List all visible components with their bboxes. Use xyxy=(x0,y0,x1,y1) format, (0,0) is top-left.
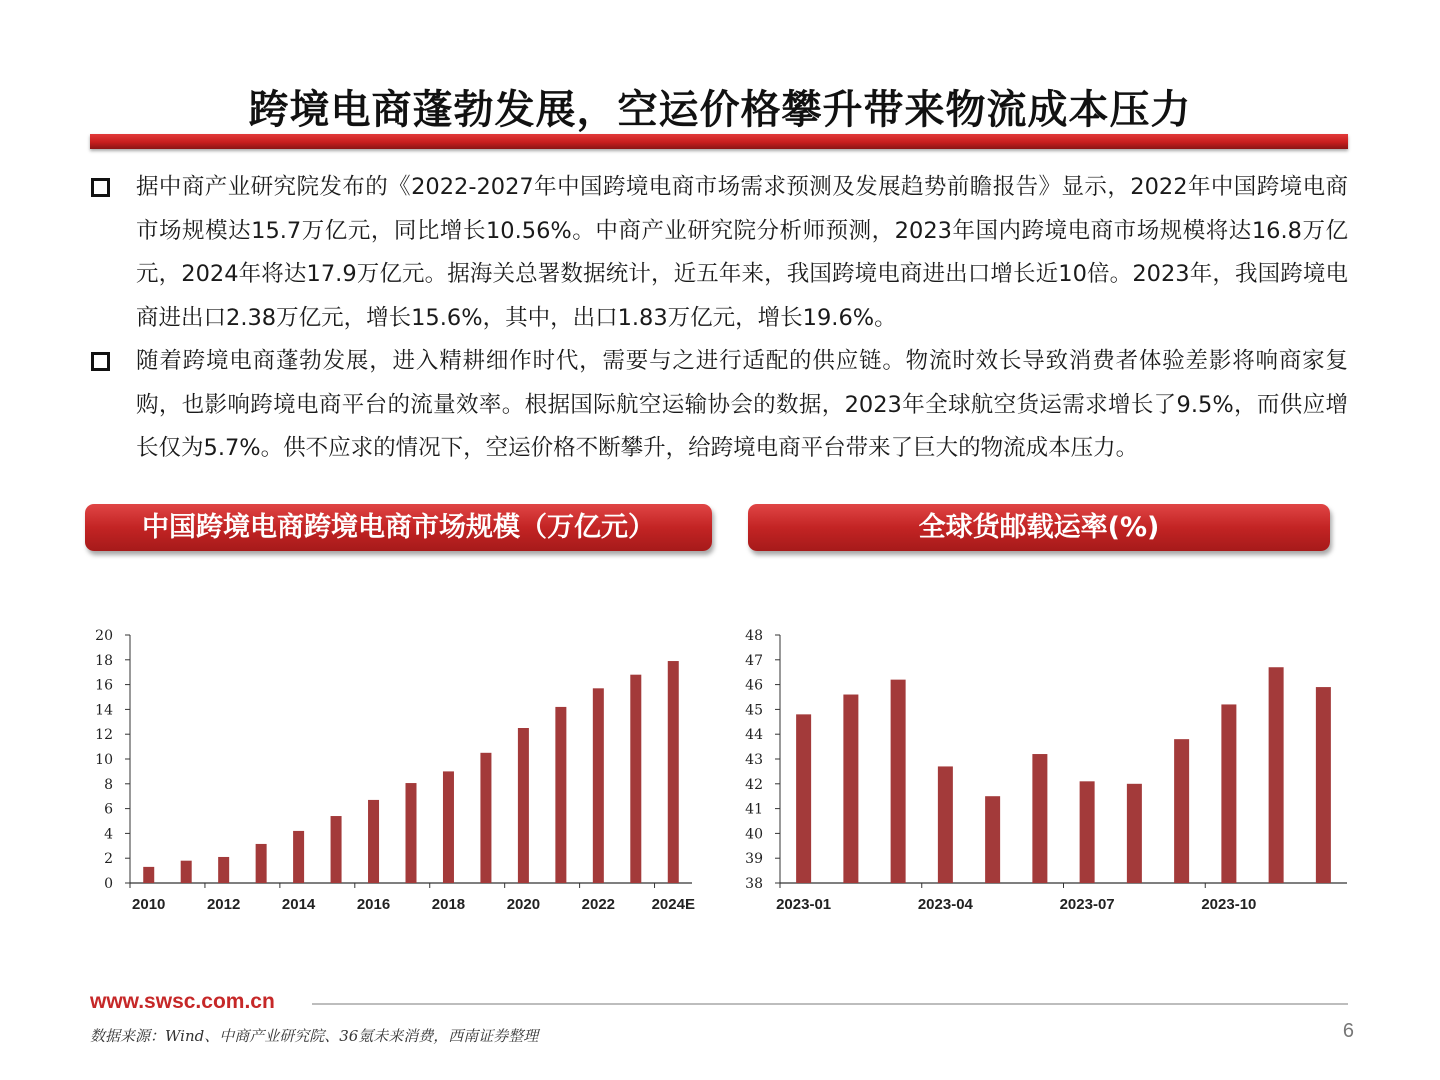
x-tick-label: 2018 xyxy=(431,896,466,913)
y-tick-label: 12 xyxy=(95,727,113,744)
bar-2023-08 xyxy=(1127,784,1142,883)
y-tick-label: 0 xyxy=(104,876,113,892)
bar-2019 xyxy=(480,753,491,883)
y-tick-label: 6 xyxy=(104,801,113,818)
bar-2014 xyxy=(293,831,304,883)
y-tick-label: 16 xyxy=(95,677,113,694)
square-bullet-icon xyxy=(91,352,110,371)
y-tick-label: 43 xyxy=(745,752,763,768)
bar-2018 xyxy=(443,771,454,883)
y-tick-label: 18 xyxy=(95,652,113,669)
bar-2023-09 xyxy=(1174,739,1189,883)
market-size-bar-chart xyxy=(70,615,720,945)
y-tick-label: 38 xyxy=(745,876,763,892)
right-chart-title: 全球货邮载运率(%) xyxy=(748,504,1330,551)
y-tick-label: 47 xyxy=(745,652,763,669)
x-tick-label: 2016 xyxy=(356,896,391,913)
bar-2013 xyxy=(256,844,267,883)
page-number: 6 xyxy=(1342,1020,1354,1042)
title-underline-bar xyxy=(90,134,1348,149)
left-chart-title: 中国跨境电商跨境电商市场规模（万亿元） xyxy=(85,504,712,551)
bar-2016 xyxy=(368,800,379,883)
bar-2023-01 xyxy=(796,714,811,883)
bar-2021 xyxy=(555,707,566,883)
x-tick-label: 2023-04 xyxy=(917,896,973,913)
bar-2010 xyxy=(143,867,154,883)
x-tick-label: 2024E xyxy=(651,896,695,913)
x-tick-label: 2014 xyxy=(281,896,316,913)
y-tick-label: 14 xyxy=(95,702,113,719)
bar-2022 xyxy=(593,688,604,883)
y-tick-label: 42 xyxy=(745,776,763,793)
x-tick-label: 2020 xyxy=(506,896,541,913)
bullet-item xyxy=(88,340,1348,471)
bar-2012 xyxy=(218,857,229,883)
y-tick-label: 41 xyxy=(745,801,763,818)
bar-2011 xyxy=(181,861,192,883)
y-tick-label: 39 xyxy=(745,851,763,868)
load-factor-bar-chart xyxy=(735,615,1365,945)
x-tick-label: 2023-07 xyxy=(1059,896,1115,913)
x-tick-label: 2022 xyxy=(581,896,616,913)
bar-2023-02 xyxy=(843,695,858,883)
bar-2017 xyxy=(406,783,417,883)
footer-url[interactable]: www.swsc.com.cn xyxy=(90,990,275,1013)
bar-2023E xyxy=(630,675,641,883)
bar-2023-12 xyxy=(1316,687,1331,883)
bar-2023-10 xyxy=(1221,704,1236,883)
bar-2015 xyxy=(331,816,342,883)
bar-2023-07 xyxy=(1080,781,1095,883)
footer-divider xyxy=(312,1003,1348,1005)
bar-2023-04 xyxy=(938,766,953,883)
square-bullet-icon xyxy=(91,178,110,197)
page-title: 跨境电商蓬勃发展，空运价格攀升带来物流成本压力 xyxy=(248,87,1192,133)
bar-2023-11 xyxy=(1269,667,1284,883)
data-source-note: 数据来源：Wind、中商产业研究院、36氪未来消费，西南证券整理 xyxy=(90,1027,539,1045)
y-tick-label: 20 xyxy=(95,628,113,644)
bullet-item xyxy=(88,166,1348,340)
bar-2020 xyxy=(518,728,529,883)
x-tick-label: 2023-01 xyxy=(776,896,832,913)
bullet-list xyxy=(88,166,1348,471)
bar-2024E xyxy=(668,661,679,883)
y-tick-label: 46 xyxy=(745,677,763,694)
y-tick-label: 40 xyxy=(745,826,763,843)
y-tick-label: 2 xyxy=(104,851,113,868)
y-tick-label: 10 xyxy=(95,752,113,768)
bar-2023-06 xyxy=(1032,754,1047,883)
y-tick-label: 45 xyxy=(745,702,763,719)
y-tick-label: 48 xyxy=(745,628,763,644)
y-tick-label: 8 xyxy=(104,776,113,793)
bar-2023-05 xyxy=(985,796,1000,883)
bar-2023-03 xyxy=(891,680,906,883)
y-tick-label: 44 xyxy=(745,727,763,744)
bullet-text: 据中商产业研究院发布的《2022-2027年中国跨境电商市场需求预测及发展趋势前瞻报告》显示，2022年中国跨境电商市场规模达15.7万亿元，同比增长10.56%。中商产业研究院分析师预测，2023年国内跨境电商市场规模将达16.8万亿元，2024年将达17.9万亿元。据海关总署数据统计，近五年来，我国跨境电商进出口增长近10倍。2023年，我国跨境电商进出口2.38万亿元，增长15.6%，其中，出口1.83万亿元，增长19.6%。 xyxy=(136,174,1348,331)
x-tick-label: 2010 xyxy=(132,896,166,913)
x-tick-label: 2012 xyxy=(206,896,241,913)
x-tick-label: 2023-10 xyxy=(1201,896,1257,913)
y-tick-label: 4 xyxy=(104,826,113,843)
bullet-text: 随着跨境电商蓬勃发展，进入精耕细作时代，需要与之进行适配的供应链。物流时效长导致消费者体验差影将响商家复购，也影响跨境电商平台的流量效率。根据国际航空运输协会的数据，2023年全球航空货运需求增长了9.5%，而供应增长仅为5.7%。供不应求的情况下，空运价格不断攀升，给跨境电商平台带来了巨大的物流成本压力。 xyxy=(136,348,1348,461)
